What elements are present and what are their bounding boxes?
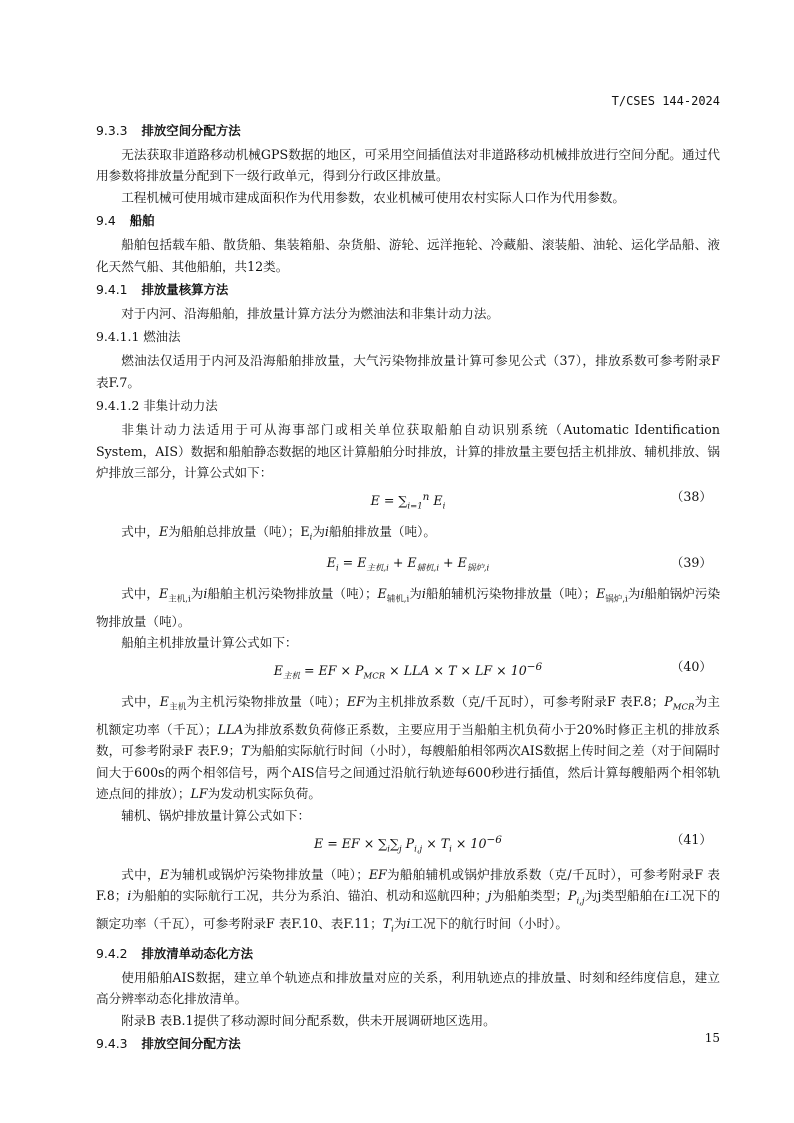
text-run: 主机: [282, 672, 300, 683]
text-run: i: [391, 924, 394, 935]
section-number: 9.3.3: [96, 123, 128, 138]
text-run: 为船舶的实际航行工况，共分为系泊、锚泊、机动和巡航四种；: [131, 888, 488, 904]
text-run: 锅炉,i: [605, 594, 628, 605]
text-run: MCR: [672, 702, 695, 713]
text-run: i: [324, 524, 329, 540]
text-run: 工况下的额定功率（千瓦），可参考附录F 表F.10、表F.11；: [96, 888, 721, 932]
text-run: i: [665, 888, 670, 904]
text-run: 式中，: [121, 524, 159, 540]
text-run: i,j: [576, 896, 585, 907]
text-run: 为: [409, 585, 422, 601]
text-run: 工况下的航行时间（小时）。: [410, 916, 568, 932]
text-run: i: [387, 844, 390, 855]
equation-number: （39）: [670, 555, 712, 571]
text-run: 船舶包括载车船、散货船、集装箱船、杂货船、游轮、远洋拖轮、冷藏船、滚装船、油轮、运化学品船、液化天然气船、其他船舶，共12类。: [96, 237, 720, 274]
section-title: 9.4.1.2 非集计动力法: [96, 398, 218, 414]
text-run: 使用船舶AIS数据，建立单个轨迹点和排放量对应的关系，利用轨迹点的排放量、时刻和经纬度信息，建立高分辨率动态化排放清单。: [96, 969, 720, 1007]
equation: [96, 654, 720, 690]
section-title: 排放空间分配方法: [141, 123, 241, 138]
section-heading: [96, 327, 720, 347]
text-run: E: [326, 555, 336, 571]
section-title: 船舶: [129, 213, 155, 229]
text-run: 为船舶实际航行时间（小时），每艘船舶相邻两次AIS数据上传时间之差（对于间隔时间大于600s的两个相邻信号，两个AIS信号之间通过沿航行轨迹每600秒进行插值，然后计算每艘船两个相邻轨迹点间的排放）；: [96, 743, 720, 802]
text-run: i: [335, 563, 339, 574]
text-run: LF: [190, 786, 208, 802]
paragraph: [96, 583, 720, 632]
paragraph: [96, 187, 720, 208]
text-run: i: [449, 844, 452, 855]
text-run: E: [596, 585, 606, 601]
text-run: = EF × P: [300, 663, 364, 679]
text-run: E: [159, 585, 169, 601]
text-run: T: [382, 916, 392, 932]
section-number: 9.4.2: [96, 945, 128, 961]
section-heading: [96, 280, 720, 300]
text-run: E: [159, 694, 169, 710]
text-run: 为: [190, 585, 204, 601]
paragraph: [96, 967, 720, 1010]
paragraph: [96, 521, 720, 549]
text-run: 燃油法仅适用于内河及沿海船舶排放量，大气污染物排放量计算可参见公式（37），排放系数可参考附录F 表F.7。: [96, 353, 720, 390]
text-run: 为辅机或锅炉污染物排放量（吨）；: [169, 866, 369, 882]
text-run: 为发动机实际负荷。: [207, 786, 321, 802]
text-run: 辅机、锅炉排放量计算公式如下：: [121, 807, 311, 823]
text-run: E: [429, 493, 443, 509]
paragraph: [96, 805, 720, 826]
text-run: j: [399, 844, 402, 855]
section-number: 9.4: [96, 213, 116, 229]
equation-number: （40）: [670, 659, 712, 675]
text-run: + E: [439, 555, 467, 571]
text-run: 辅机,i: [386, 594, 410, 605]
equation-number: （38）: [670, 489, 712, 505]
text-run: 为主机污染物排放量（吨）；: [186, 694, 347, 710]
paragraph: [96, 144, 720, 187]
section-heading: [96, 944, 720, 964]
equation-number: （41）: [670, 832, 712, 847]
text-run: i: [421, 585, 426, 601]
paragraph: [96, 1010, 720, 1031]
text-run: 式中，: [121, 866, 160, 882]
text-run: −6: [526, 661, 543, 674]
text-run: E: [158, 524, 169, 540]
paragraph: [96, 419, 720, 483]
section-title: 排放清单动态化方法: [141, 945, 254, 961]
equation: [96, 484, 720, 520]
text-run: E = EF × ∑: [314, 836, 388, 852]
paragraph: [96, 303, 720, 324]
text-run: 锅炉,i: [466, 563, 490, 574]
text-run: × 10: [451, 836, 487, 852]
text-run: 为: [393, 916, 407, 932]
text-run: 主机: [168, 702, 187, 713]
text-run: 非集计动力法适用于可从海事部门或相关单位获取船舶自动识别系统（Automatic Identification System，AIS）数据和船舶静态数据的地区计算船舶分时排放，计算的排放量主要包括主机排放、辅机排放、锅炉排放三部分，计算公式如下：: [96, 422, 720, 481]
text-run: 为主机额定功率（千瓦）；: [96, 694, 721, 737]
text-run: 主机,i: [168, 594, 191, 605]
text-run: 为主机排放系数（克/千瓦时），可参考附录F 表F.8；: [364, 694, 665, 710]
paragraph: [96, 350, 720, 393]
text-run: 船舶主机污染物排放量（吨）；: [207, 585, 378, 601]
section-heading: [96, 1034, 720, 1054]
text-run: i,j: [414, 844, 423, 855]
text-run: i: [127, 888, 132, 904]
text-run: T: [241, 743, 250, 759]
text-run: 辅机,i: [416, 563, 440, 574]
page-number: 15: [704, 1031, 720, 1045]
text-run: 式中，: [121, 585, 160, 601]
paragraph: [96, 691, 720, 805]
text-run: 为船舶辅机或锅炉排放系数（克/千瓦时），可参考附录F 表F.8；: [96, 866, 721, 904]
text-run: i: [203, 585, 208, 601]
text-run: EF: [368, 866, 387, 882]
text-run: E = ∑: [370, 493, 408, 509]
paragraph: [96, 864, 720, 941]
text-run: 为船舶类型；: [491, 888, 569, 904]
text-run: 为: [627, 585, 641, 601]
text-run: E: [377, 585, 387, 601]
paragraph: [96, 234, 720, 277]
text-run: 船舶主机排放量计算公式如下：: [121, 634, 298, 650]
document-body: [96, 118, 720, 1057]
text-run: 船舶排放量（吨）。: [328, 524, 436, 540]
section-title: 排放量核算方法: [141, 282, 229, 298]
text-run: −6: [486, 834, 502, 846]
text-run: 附录B 表B.1提供了移动源时间分配系数，供未开展调研地区选用。: [121, 1012, 496, 1028]
text-run: 为j类型船舶在: [584, 888, 666, 904]
text-run: E: [273, 663, 283, 679]
text-run: 工程机械可使用城市建成面积作为代用参数，农业机械可使用农村实际人口作为代用参数。: [121, 189, 625, 205]
text-run: × T: [422, 836, 450, 852]
text-run: 为: [312, 524, 325, 540]
text-run: j: [487, 888, 492, 904]
text-run: i: [309, 532, 313, 543]
text-run: = E: [338, 555, 367, 571]
text-run: MCR: [363, 672, 386, 683]
paragraph: [96, 632, 720, 653]
text-run: i=1: [407, 502, 423, 513]
text-run: 为船舶总排放量（吨）；E: [168, 524, 310, 540]
section-title: 排放空间分配方法: [141, 1036, 241, 1052]
text-run: × LLA × T × LF × 10: [385, 663, 527, 679]
section-heading: [96, 396, 720, 416]
equation: [96, 827, 720, 863]
text-run: P: [664, 694, 673, 710]
document-header: T/CSES 144-2024: [611, 94, 720, 108]
text-run: LLA: [217, 721, 244, 737]
section-heading: [96, 121, 720, 141]
text-run: 主机,i: [366, 563, 389, 574]
text-run: 为排放系数负荷修正系数，主要应用于当船舶主机负荷小于20%时修正主机的排放系数，可参考附录F 表F.9；: [96, 721, 720, 759]
text-run: 对于内河、沿海船舶，排放量计算方法分为燃油法和非集计动力法。: [121, 306, 499, 322]
text-run: P: [401, 836, 415, 852]
text-run: 船舶辅机污染物排放量（吨）；: [425, 585, 597, 601]
text-run: 式中，: [121, 694, 160, 710]
text-run: EF: [346, 694, 365, 710]
text-run: P: [568, 888, 577, 904]
text-run: 船舶锅炉污染物排放量（吨）。: [96, 585, 721, 629]
text-run: i: [406, 916, 411, 932]
text-run: E: [159, 866, 170, 882]
text-run: n: [422, 491, 430, 504]
text-run: i: [442, 502, 446, 513]
text-run: i: [640, 585, 645, 601]
section-number: 9.4.3: [96, 1036, 128, 1052]
equation: [96, 550, 720, 582]
section-number: 9.4.1: [96, 282, 128, 298]
text-run: + E: [388, 555, 417, 571]
section-title: 9.4.1.1 燃油法: [96, 329, 181, 345]
text-run: ∑: [390, 836, 399, 852]
section-heading: [96, 211, 720, 231]
text-run: 无法获取非道路移动机械GPS数据的地区，可采用空间插值法对非道路移动机械排放进行空间分配。通过代用参数将排放量分配到下一级行政单元，得到分行政区排放量。: [96, 147, 720, 184]
